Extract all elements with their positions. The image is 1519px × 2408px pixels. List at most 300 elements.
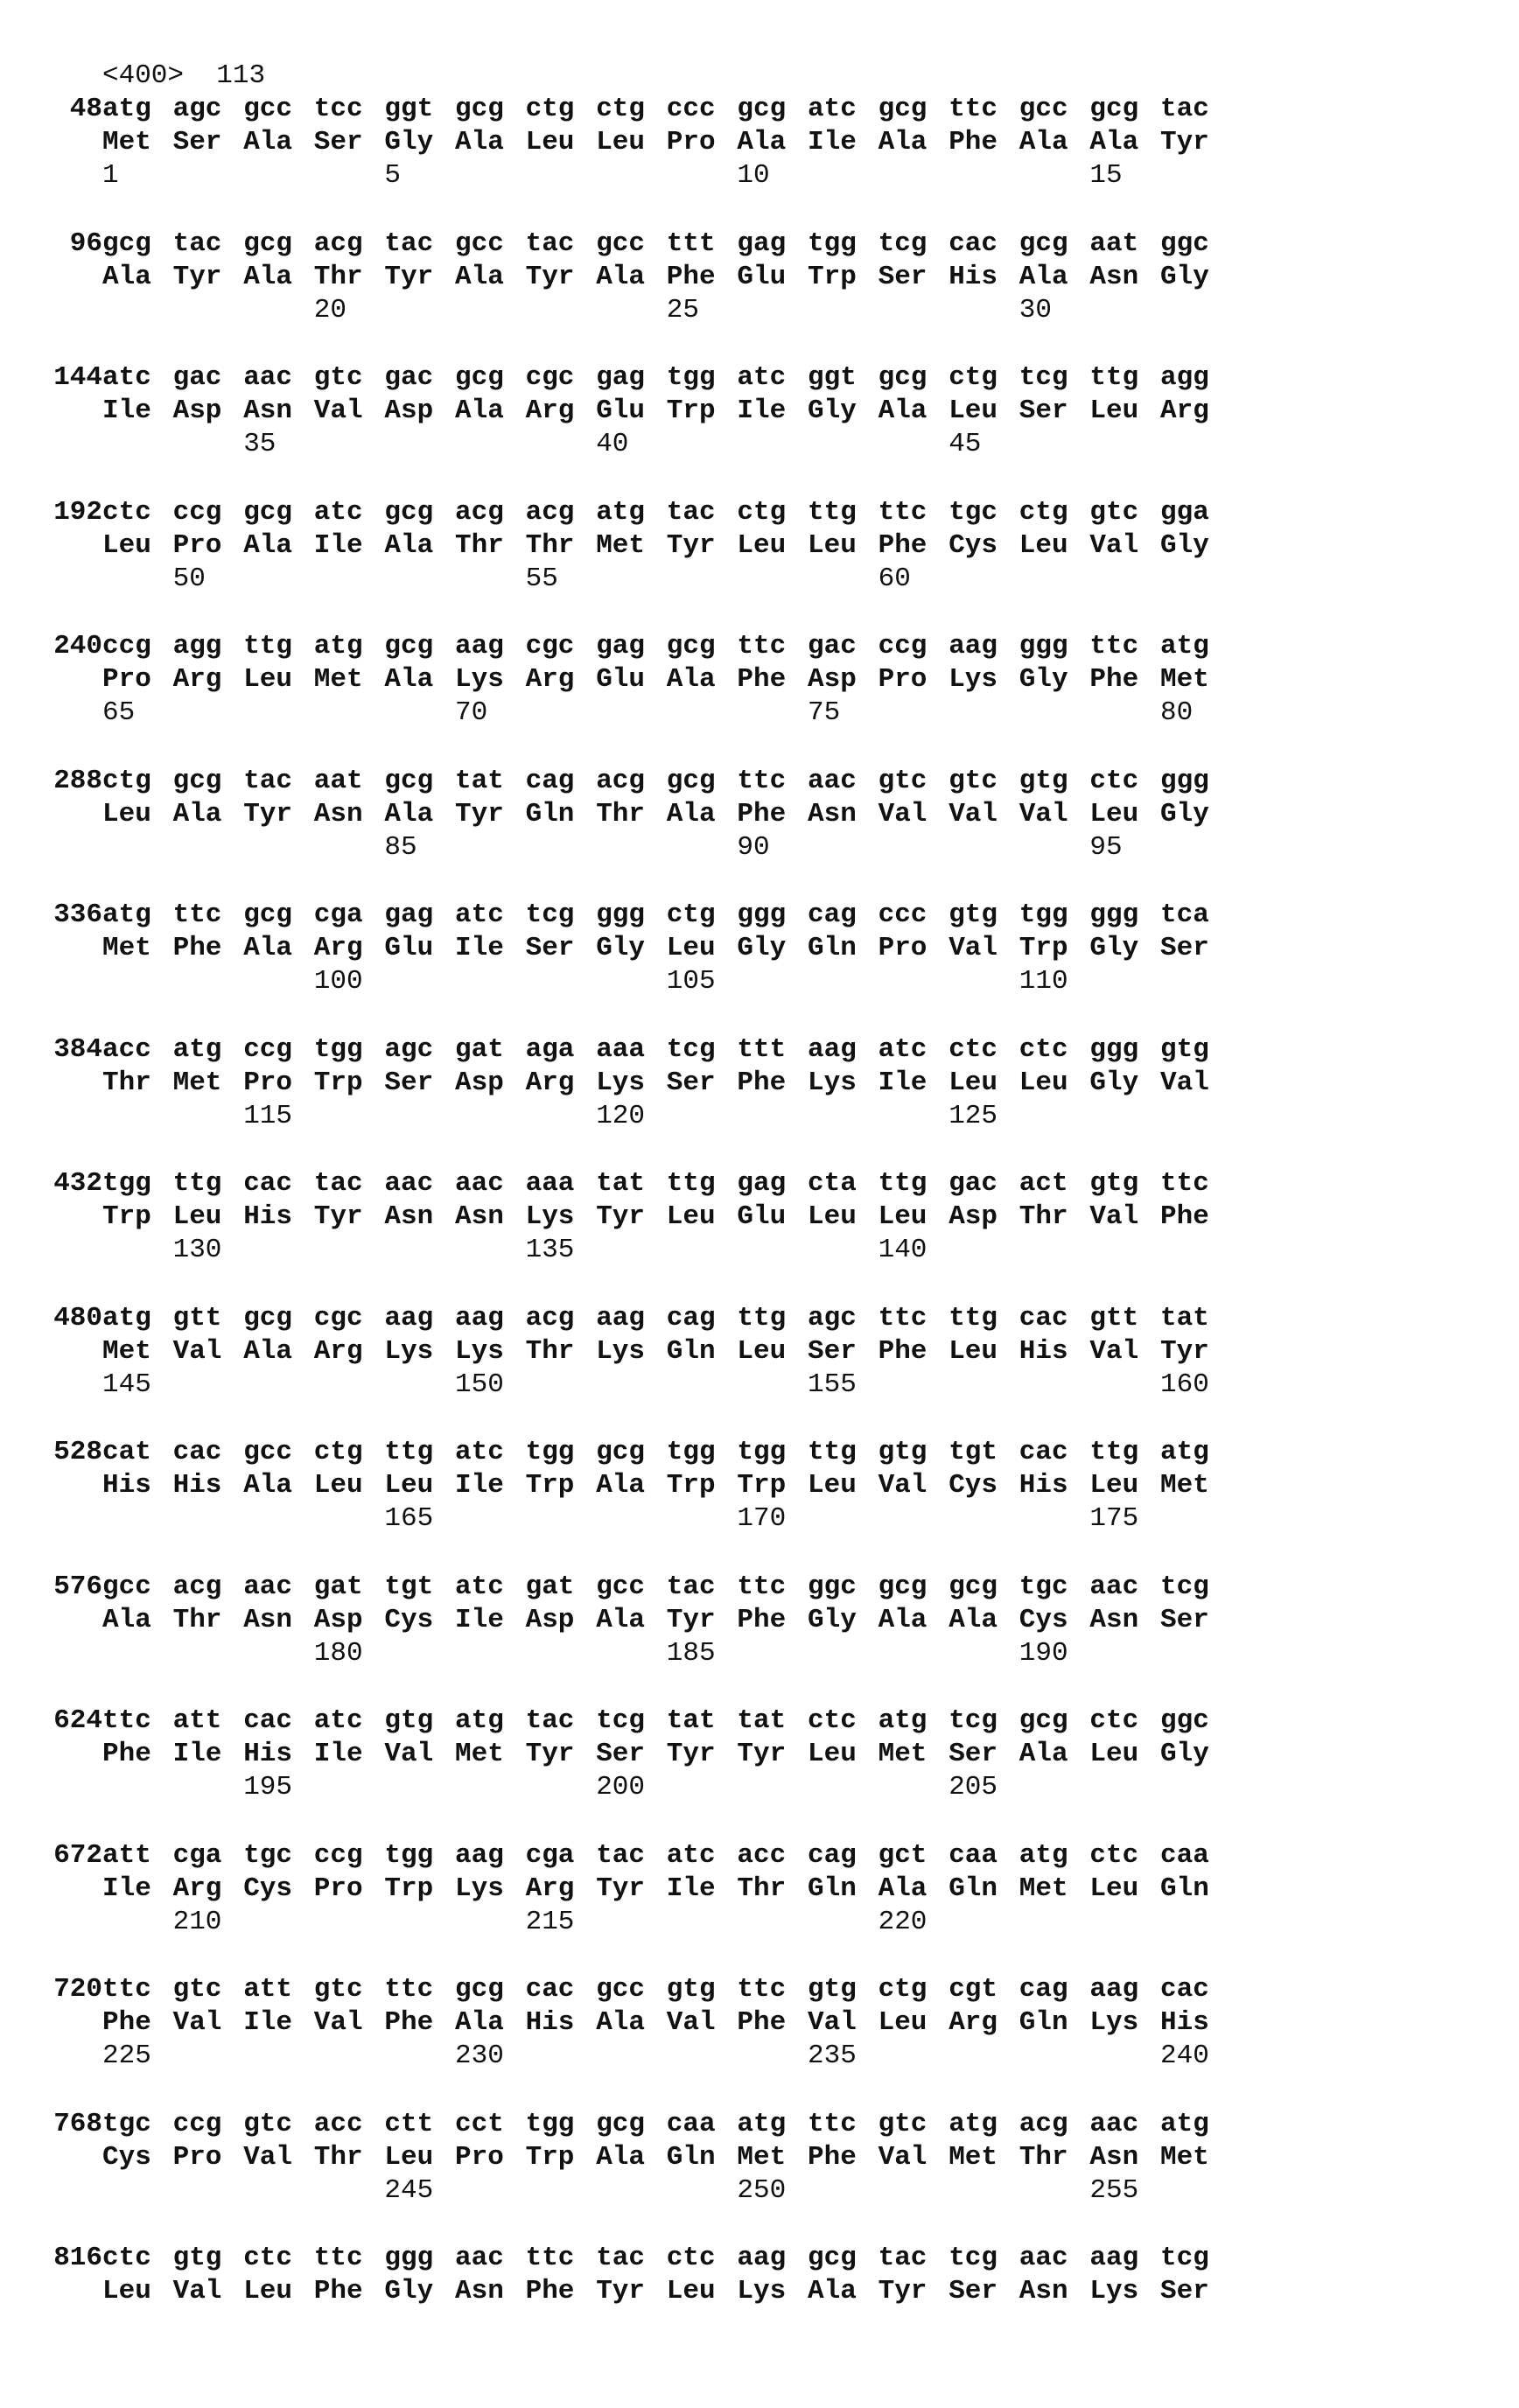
residue-number: 60 — [878, 563, 911, 594]
codon: tat — [596, 1168, 645, 1199]
codon: ctt — [384, 2108, 434, 2139]
amino-acid: Asn — [1089, 2141, 1139, 2173]
codon: ttc — [1089, 631, 1139, 662]
amino-acid: Val — [384, 1739, 434, 1769]
amino-acid: Val — [172, 2276, 222, 2306]
amino-acid: Leu — [1089, 396, 1139, 426]
amino-acid: Ala — [455, 127, 504, 158]
codon: tgc — [948, 496, 998, 528]
codon: ccg — [172, 2108, 222, 2139]
codon: ttg — [1089, 1437, 1139, 1467]
amino-acid: Ile — [878, 1067, 928, 1098]
codon: act — [1018, 1168, 1068, 1199]
nucleotide-position-number: 576 — [53, 1571, 102, 1602]
residue-number: 55 — [525, 563, 558, 594]
amino-acid: Met — [102, 127, 151, 158]
codon: cag — [525, 765, 575, 796]
amino-acid: Ser — [948, 2276, 998, 2306]
codon: ggg — [1089, 1033, 1139, 1065]
codon: atg — [1160, 631, 1209, 662]
codon: ctg — [525, 94, 575, 124]
amino-acid: Leu — [808, 1201, 857, 1232]
codon: ctc — [1018, 1033, 1068, 1065]
amino-acid: Asn — [384, 1201, 434, 1232]
amino-acid: Arg — [313, 933, 363, 963]
codon: aag — [1089, 2243, 1139, 2273]
codon: gcc — [102, 1571, 151, 1602]
residue-number: 135 — [525, 1235, 575, 1265]
amino-acid: Ala — [596, 1470, 645, 1501]
amino-acid: His — [102, 1470, 151, 1501]
amino-acid: Val — [878, 2141, 928, 2173]
codon: gcc — [243, 1437, 292, 1467]
codon: ctc — [666, 2243, 716, 2273]
codon: gtg — [808, 1974, 857, 2005]
codon: gtt — [172, 1302, 222, 1334]
amino-acid: Gln — [525, 798, 575, 830]
amino-acid: Val — [808, 2007, 857, 2038]
residue-number: 230 — [455, 2040, 504, 2071]
amino-acid: Ser — [808, 1335, 857, 1367]
codon: aag — [737, 2243, 787, 2273]
amino-acid: Ala — [1089, 127, 1139, 158]
residue-number: 125 — [948, 1100, 998, 1131]
sequence-block — [53, 1973, 1467, 2104]
codon: gcg — [878, 94, 928, 124]
amino-acid: Asn — [313, 798, 363, 830]
codon: att — [243, 1974, 292, 2005]
codon: tcc — [313, 94, 363, 124]
codon: gcc — [596, 228, 645, 259]
codon: ctg — [596, 94, 645, 124]
codon: cct — [455, 2108, 504, 2139]
codon: gtc — [1089, 496, 1139, 528]
codon: tat — [737, 1705, 787, 1736]
codon: gtc — [878, 765, 928, 796]
residue-number: 10 — [737, 160, 770, 191]
codon: ggg — [1018, 631, 1068, 662]
amino-acid: Cys — [102, 2141, 151, 2173]
nucleotide-position-number: 672 — [53, 1839, 102, 1871]
codon: gtt — [1089, 1302, 1139, 1334]
codon: gag — [737, 228, 787, 259]
residue-number: 180 — [313, 1637, 363, 1669]
amino-acid: Asn — [455, 1201, 504, 1232]
amino-acid: Lys — [455, 664, 504, 695]
sequence-tag: <400> — [102, 60, 185, 91]
amino-acid: Leu — [948, 1335, 998, 1367]
codon: ttc — [948, 94, 998, 124]
amino-acid: Lys — [525, 1201, 575, 1232]
codon: acg — [1018, 2108, 1068, 2139]
nucleotide-position-number: 480 — [53, 1302, 102, 1334]
amino-acid: Tyr — [666, 529, 716, 561]
amino-acid: Phe — [102, 1739, 151, 1769]
codon: aac — [808, 765, 857, 796]
amino-acid: Leu — [666, 1201, 716, 1232]
amino-acid: Pro — [172, 2141, 222, 2173]
codon: cac — [243, 1168, 292, 1199]
amino-acid: Trp — [666, 1470, 716, 1501]
amino-acid: Ile — [455, 1604, 504, 1635]
amino-acid: Ala — [666, 664, 716, 695]
codon: ctg — [737, 496, 787, 528]
sequence-block — [53, 630, 1467, 761]
residue-number: 175 — [1089, 1503, 1139, 1534]
amino-acid: Gln — [1160, 1872, 1209, 1904]
amino-acid: Phe — [878, 1335, 928, 1367]
codon: gcg — [737, 94, 787, 124]
amino-acid: Glu — [384, 933, 434, 963]
codon: gac — [384, 362, 434, 393]
amino-acid: Phe — [737, 1604, 787, 1635]
residue-number: 70 — [455, 697, 488, 728]
amino-acid: Asp — [313, 1604, 363, 1635]
amino-acid: Phe — [737, 1067, 787, 1098]
residue-number: 50 — [172, 563, 206, 594]
amino-acid: Met — [1160, 2141, 1209, 2173]
codon: ctg — [102, 765, 151, 796]
codon: tgc — [1018, 1571, 1068, 1602]
residue-number: 120 — [596, 1100, 645, 1131]
codon: atg — [102, 94, 151, 124]
codon: ttc — [172, 900, 222, 930]
amino-acid: Cys — [243, 1872, 292, 1904]
codon: ctc — [1089, 1705, 1139, 1736]
codon: tac — [525, 1705, 575, 1736]
amino-acid: Tyr — [878, 2276, 928, 2306]
amino-acid: Tyr — [737, 1739, 787, 1769]
codon: tac — [172, 228, 222, 259]
sequence-header — [102, 60, 265, 93]
amino-acid: Met — [1160, 1470, 1209, 1501]
codon: gtg — [1018, 765, 1068, 796]
nucleotide-position-number: 240 — [53, 631, 102, 662]
amino-acid: His — [1160, 2007, 1209, 2038]
amino-acid: Ala — [737, 127, 787, 158]
nucleotide-position-number: 432 — [53, 1168, 102, 1199]
codon: cac — [1018, 1302, 1068, 1334]
codon: ctc — [808, 1705, 857, 1736]
amino-acid: Thr — [313, 2141, 363, 2173]
amino-acid: Phe — [737, 664, 787, 695]
codon: gtc — [172, 1974, 222, 2005]
codon: aac — [1018, 2243, 1068, 2273]
codon: atg — [878, 1705, 928, 1736]
codon: gcg — [596, 1437, 645, 1467]
codon: cgc — [313, 1302, 363, 1334]
amino-acid: Lys — [384, 1335, 434, 1367]
amino-acid: Tyr — [666, 1739, 716, 1769]
sequence-block — [53, 2108, 1467, 2239]
codon: agc — [384, 1033, 434, 1065]
codon: gcg — [1018, 228, 1068, 259]
amino-acid: Asp — [384, 396, 434, 426]
codon: gcg — [808, 2243, 857, 2273]
amino-acid: Ala — [878, 1872, 928, 1904]
codon: tac — [384, 228, 434, 259]
amino-acid: Leu — [808, 529, 857, 561]
amino-acid: Ile — [737, 396, 787, 426]
amino-acid: Ser — [878, 261, 928, 292]
residue-number: 195 — [243, 1772, 292, 1802]
codon: acc — [737, 1839, 787, 1871]
amino-acid: Thr — [525, 529, 575, 561]
amino-acid: Phe — [808, 2141, 857, 2173]
amino-acid: Gly — [384, 127, 434, 158]
sequence-block — [53, 496, 1467, 627]
amino-acid: Leu — [948, 396, 998, 426]
codon: tac — [243, 765, 292, 796]
sequence-block — [53, 1033, 1467, 1165]
amino-acid: Lys — [948, 664, 998, 695]
codon: cgt — [948, 1974, 998, 2005]
codon: gcg — [455, 94, 504, 124]
amino-acid: Leu — [808, 1470, 857, 1501]
codon: atg — [1160, 1437, 1209, 1467]
residue-number: 185 — [666, 1637, 716, 1669]
residue-number: 225 — [102, 2040, 151, 2071]
codon: atg — [172, 1033, 222, 1065]
amino-acid: Tyr — [525, 261, 575, 292]
amino-acid: Pro — [313, 1872, 363, 1904]
amino-acid: Thr — [596, 798, 645, 830]
amino-acid: Gln — [808, 933, 857, 963]
codon: tgg — [666, 362, 716, 393]
codon: atc — [102, 362, 151, 393]
amino-acid: Lys — [596, 1067, 645, 1098]
codon: gcc — [596, 1974, 645, 2005]
amino-acid: Ala — [243, 933, 292, 963]
amino-acid: Ser — [1160, 933, 1209, 963]
codon: aag — [808, 1033, 857, 1065]
amino-acid: Phe — [102, 2007, 151, 2038]
codon: tcg — [948, 2243, 998, 2273]
codon: caa — [948, 1839, 998, 1871]
codon: atg — [737, 2108, 787, 2139]
amino-acid: His — [1018, 1470, 1068, 1501]
amino-acid: Ala — [878, 1604, 928, 1635]
codon: cac — [1018, 1437, 1068, 1467]
codon: gtg — [384, 1705, 434, 1736]
amino-acid: Leu — [1089, 798, 1139, 830]
amino-acid: Val — [948, 798, 998, 830]
amino-acid: Met — [455, 1739, 504, 1769]
residue-number: 145 — [102, 1368, 151, 1400]
codon: atg — [102, 1302, 151, 1334]
nucleotide-position-number: 816 — [53, 2243, 102, 2273]
codon: atg — [455, 1705, 504, 1736]
codon: aac — [455, 1168, 504, 1199]
codon: ctg — [1018, 496, 1068, 528]
codon: cag — [808, 1839, 857, 1871]
amino-acid: Asn — [1018, 2276, 1068, 2306]
amino-acid: Ser — [948, 1739, 998, 1769]
codon: gcg — [243, 1302, 292, 1334]
residue-number: 205 — [948, 1772, 998, 1802]
amino-acid: Trp — [313, 1067, 363, 1098]
sequence-block — [53, 361, 1467, 493]
codon: ttc — [878, 1302, 928, 1334]
amino-acid: Leu — [666, 933, 716, 963]
codon: tgg — [808, 228, 857, 259]
amino-acid: Trp — [737, 1470, 787, 1501]
codon: gtc — [878, 2108, 928, 2139]
codon: ggc — [808, 1571, 857, 1602]
amino-acid: Ile — [102, 1872, 151, 1904]
residue-number: 190 — [1018, 1637, 1068, 1669]
codon: ggg — [1160, 765, 1209, 796]
amino-acid: Tyr — [455, 798, 504, 830]
sequence-block — [69, 228, 1467, 359]
codon: atg — [1018, 1839, 1068, 1871]
amino-acid: Val — [878, 798, 928, 830]
codon: gtg — [948, 900, 998, 930]
codon: acc — [102, 1033, 151, 1065]
amino-acid: Gln — [1018, 2007, 1068, 2038]
amino-acid: Phe — [737, 798, 787, 830]
codon: gcg — [102, 228, 151, 259]
sequence-block — [53, 1571, 1467, 1702]
residue-number: 160 — [1160, 1368, 1209, 1400]
codon: gcg — [455, 362, 504, 393]
codon: tac — [596, 1839, 645, 1871]
residue-number: 20 — [313, 294, 347, 326]
amino-acid: Thr — [313, 261, 363, 292]
codon: tac — [878, 2243, 928, 2273]
codon: ctg — [666, 900, 716, 930]
amino-acid: Met — [737, 2141, 787, 2173]
codon: atc — [666, 1839, 716, 1871]
codon: ttc — [525, 2243, 575, 2273]
codon: ggc — [1160, 228, 1209, 259]
codon: aag — [1089, 1974, 1139, 2005]
nucleotide-position-number: 528 — [53, 1437, 102, 1467]
codon: aac — [455, 2243, 504, 2273]
amino-acid: Trp — [525, 1470, 575, 1501]
residue-number: 90 — [737, 831, 770, 863]
amino-acid: Phe — [384, 2007, 434, 2038]
amino-acid: Arg — [525, 1872, 575, 1904]
amino-acid: Val — [1089, 1201, 1139, 1232]
sequence-block — [69, 93, 1467, 224]
amino-acid: Gln — [666, 2141, 716, 2173]
codon: tgg — [1018, 900, 1068, 930]
codon: tcg — [596, 1705, 645, 1736]
amino-acid: Ile — [455, 933, 504, 963]
codon: gtc — [313, 362, 363, 393]
codon: ttg — [948, 1302, 998, 1334]
codon: tgg — [384, 1839, 434, 1871]
amino-acid: Val — [1089, 529, 1139, 561]
codon: ttg — [878, 1168, 928, 1199]
sequence-block — [53, 1839, 1467, 1970]
amino-acid: Arg — [948, 2007, 998, 2038]
amino-acid: Gln — [948, 1872, 998, 1904]
amino-acid: Ala — [384, 529, 434, 561]
amino-acid: Thr — [525, 1335, 575, 1367]
codon: ttg — [172, 1168, 222, 1199]
codon: gcg — [243, 900, 292, 930]
amino-acid: Ile — [313, 529, 363, 561]
amino-acid: Tyr — [1160, 1335, 1209, 1367]
residue-number: 95 — [1089, 831, 1123, 863]
residue-number: 210 — [172, 1906, 222, 1937]
amino-acid: Phe — [878, 529, 928, 561]
amino-acid: His — [525, 2007, 575, 2038]
codon: tcg — [1160, 2243, 1209, 2273]
codon: tgg — [313, 1033, 363, 1065]
sequence-block — [53, 765, 1467, 896]
amino-acid: Ser — [525, 933, 575, 963]
amino-acid: Gly — [1160, 529, 1209, 561]
amino-acid: Ala — [596, 1604, 645, 1635]
codon: gcg — [1089, 94, 1139, 124]
codon: gcc — [455, 228, 504, 259]
amino-acid: Ala — [878, 127, 928, 158]
amino-acid: Ser — [172, 127, 222, 158]
codon: ctc — [102, 496, 151, 528]
amino-acid: Val — [948, 933, 998, 963]
amino-acid: Ile — [455, 1470, 504, 1501]
amino-acid: Met — [1018, 1872, 1068, 1904]
amino-acid: Met — [102, 933, 151, 963]
codon: ctc — [1089, 765, 1139, 796]
codon: gcg — [172, 765, 222, 796]
residue-number: 40 — [596, 429, 629, 459]
codon: gtc — [948, 765, 998, 796]
amino-acid: Pro — [878, 933, 928, 963]
amino-acid: Val — [1160, 1067, 1209, 1098]
codon: aag — [455, 631, 504, 662]
sequence-block — [53, 1704, 1467, 1836]
codon: ttc — [313, 2243, 363, 2273]
amino-acid: Gln — [666, 1335, 716, 1367]
amino-acid: Lys — [596, 1335, 645, 1367]
codon: atc — [878, 1033, 928, 1065]
codon: gcg — [666, 631, 716, 662]
codon: atg — [1160, 2108, 1209, 2139]
codon: gcg — [878, 1571, 928, 1602]
codon: gcg — [878, 362, 928, 393]
codon: gcg — [948, 1571, 998, 1602]
amino-acid: Val — [172, 1335, 222, 1367]
amino-acid: Asn — [243, 1604, 292, 1635]
amino-acid: His — [948, 261, 998, 292]
codon: aag — [455, 1839, 504, 1871]
codon: ttc — [102, 1705, 151, 1736]
amino-acid: Asn — [808, 798, 857, 830]
codon: ttg — [1089, 362, 1139, 393]
amino-acid: Ala — [455, 261, 504, 292]
codon: ctc — [102, 2243, 151, 2273]
amino-acid: Trp — [384, 1872, 434, 1904]
amino-acid: Ala — [596, 261, 645, 292]
amino-acid: Glu — [596, 664, 645, 695]
codon: tgc — [243, 1839, 292, 1871]
amino-acid: Arg — [172, 664, 222, 695]
amino-acid: Leu — [1018, 1067, 1068, 1098]
codon: atc — [455, 1437, 504, 1467]
codon: gat — [525, 1571, 575, 1602]
amino-acid: Lys — [737, 2276, 787, 2306]
amino-acid: Ala — [596, 2007, 645, 2038]
amino-acid: Val — [243, 2141, 292, 2173]
codon: cac — [1160, 1974, 1209, 2005]
amino-acid: Gly — [596, 933, 645, 963]
amino-acid: Leu — [878, 2007, 928, 2038]
amino-acid: Pro — [243, 1067, 292, 1098]
